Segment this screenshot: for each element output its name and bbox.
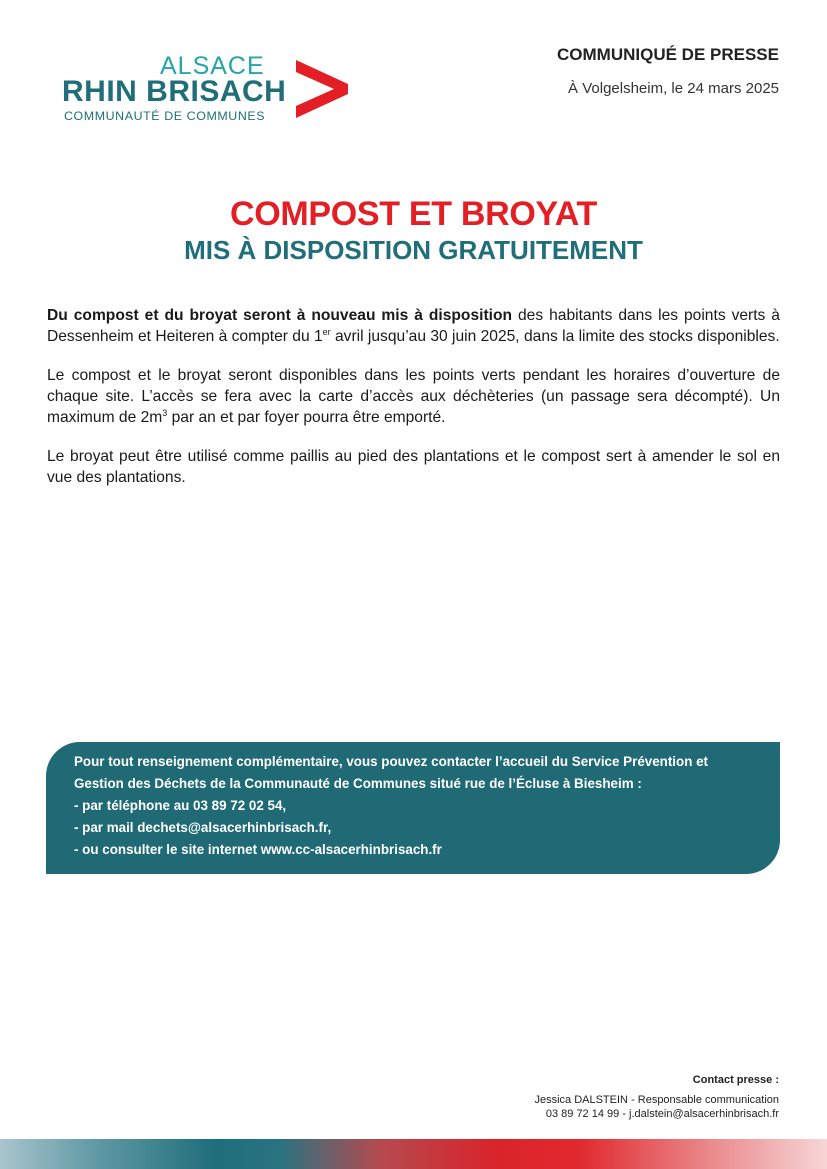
- paragraph-3: Le broyat peut être utilisé comme paillis au pied des plantations et le compost sert à amender le sol en vue des plantations.: [47, 448, 780, 486]
- title-sub: MIS À DISPOSITION GRATUITEMENT: [184, 235, 643, 265]
- info-line-2: Gestion des Déchets de la Communauté de Communes situé rue de l’Écluse à Biesheim :: [74, 776, 642, 791]
- paragraph-2-text-b: par an et par foyer pourra être emporté.: [167, 409, 446, 426]
- logo-text-communaute: COMMUNAUTÉ DE COMMUNES: [64, 109, 266, 123]
- press-date: À Volgelsheim, le 24 mars 2025: [568, 80, 779, 97]
- press-header: [557, 44, 779, 98]
- info-line-email: - par mail dechets@alsacerhinbrisach.fr,: [74, 820, 332, 835]
- contact-phone-email: 03 89 72 14 99 - j.dalstein@alsacerhinbrisach.fr: [545, 1108, 779, 1120]
- title-main: COMPOST ET BROYAT: [229, 195, 598, 233]
- info-line-website: - ou consulter le site internet www.cc-alsacerhinbrisach.fr: [74, 842, 442, 857]
- paragraph-1-text-b: avril jusqu’au 30 juin 2025, dans la limite des stocks disponibles.: [330, 328, 780, 345]
- press-contact: [534, 1073, 779, 1121]
- organization-logo: [62, 50, 362, 130]
- page-title: [0, 194, 827, 266]
- paragraph-1-bold: Du compost et du broyat seront à nouveau mis à disposition: [47, 307, 513, 324]
- paragraph-2-text-a: Le compost et le broyat seront disponibles dans les points verts pendant les horaires d’ouverture de chaque site. L’accès se fera avec la carte d’accès aux déchèteries (un passage sera décompté). Un maximum de 2m: [47, 367, 780, 426]
- paragraph-2: [47, 365, 780, 428]
- contact-label: Contact presse :: [692, 1074, 779, 1086]
- logo-text-rhin-brisach: RHIN BRISACH: [62, 75, 287, 108]
- info-box: [46, 742, 780, 874]
- logo-chevron-icon: [294, 54, 350, 124]
- info-box-content: [74, 751, 774, 861]
- logo-text-alsace: ALSACE: [160, 52, 265, 80]
- footer-gradient-band: [0, 1139, 827, 1169]
- paragraph-1-sup: er: [322, 326, 331, 337]
- contact-name: Jessica DALSTEIN - Responsable communication: [534, 1094, 779, 1106]
- body-text: [47, 305, 780, 506]
- press-release-label: COMMUNIQUÉ DE PRESSE: [557, 45, 779, 64]
- paragraph-1-text-a: des habitants dans les points verts à Dessenheim et Heiteren à compter du 1: [47, 307, 780, 345]
- info-line-phone: - par téléphone au 03 89 72 02 54,: [74, 798, 287, 813]
- paragraph-2-sup: 3: [162, 407, 168, 418]
- info-line-1: Pour tout renseignement complémentaire, vous pouvez contacter l’accueil du Service Prévention et: [74, 754, 709, 769]
- paragraph-1: [47, 305, 780, 347]
